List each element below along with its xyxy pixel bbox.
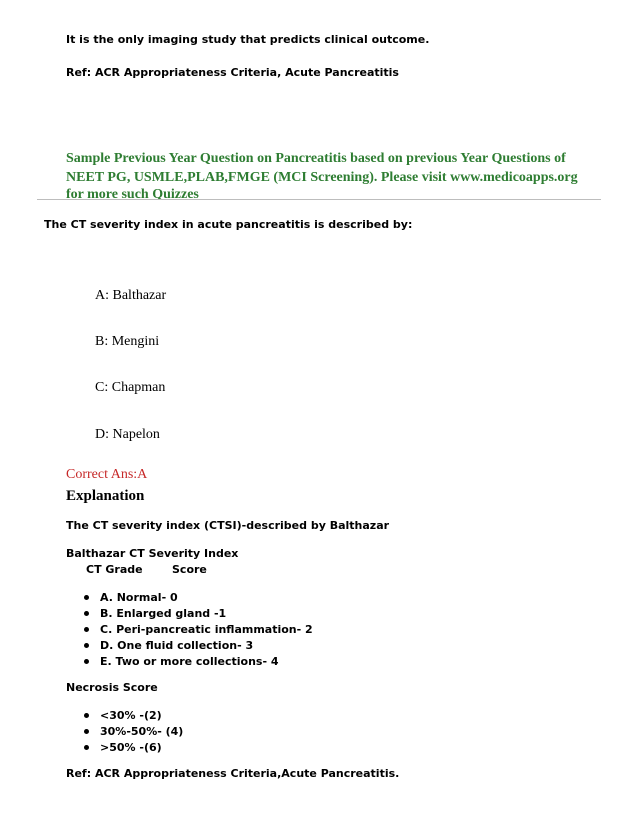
- list-item: D. One fluid collection- 3: [83, 638, 313, 654]
- list-item: 30%-50%- (4): [83, 724, 183, 740]
- list-item: >50% -(6): [83, 740, 183, 756]
- option-d: D: Napelon: [95, 427, 160, 442]
- promo-line-3: for more such Quizzes: [66, 187, 199, 202]
- list-item: A. Normal- 0: [83, 590, 313, 606]
- column-grade-header: CT Grade: [86, 563, 143, 576]
- reference-text: Ref: ACR Appropriateness Criteria, Acute Pancreatitis: [66, 66, 399, 79]
- necrosis-list: [83, 708, 183, 756]
- list-item: B. Enlarged gland -1: [83, 606, 313, 622]
- final-reference: Ref: ACR Appropriateness Criteria,Acute Pancreatitis.: [66, 767, 400, 780]
- option-c: C: Chapman: [95, 380, 166, 395]
- divider: [37, 199, 601, 200]
- list-item: <30% -(2): [83, 708, 183, 724]
- question-text: The CT severity index in acute pancreatitis is described by:: [44, 218, 413, 231]
- explanation-intro: The CT severity index (CTSI)-described by Balthazar: [66, 519, 390, 532]
- statement-text: It is the only imaging study that predicts clinical outcome.: [66, 33, 430, 46]
- option-b: B: Mengini: [95, 334, 160, 349]
- promo-line-1: Sample Previous Year Question on Pancreatitis based on previous Year Questions of: [66, 151, 566, 166]
- grade-list: [83, 590, 313, 670]
- column-score-header: Score: [172, 563, 207, 576]
- promo-line-2: NEET PG, USMLE,PLAB,FMGE (MCI Screening). Please visit www.medicoapps.org: [66, 170, 578, 185]
- explanation-heading: Explanation: [66, 488, 145, 504]
- correct-answer: Correct Ans:A: [66, 467, 148, 482]
- list-item: E. Two or more collections- 4: [83, 654, 313, 670]
- index-title: Balthazar CT Severity Index: [66, 547, 239, 560]
- list-item: C. Peri-pancreatic inflammation- 2: [83, 622, 313, 638]
- option-a: A: Balthazar: [95, 288, 167, 303]
- necrosis-title: Necrosis Score: [66, 681, 158, 694]
